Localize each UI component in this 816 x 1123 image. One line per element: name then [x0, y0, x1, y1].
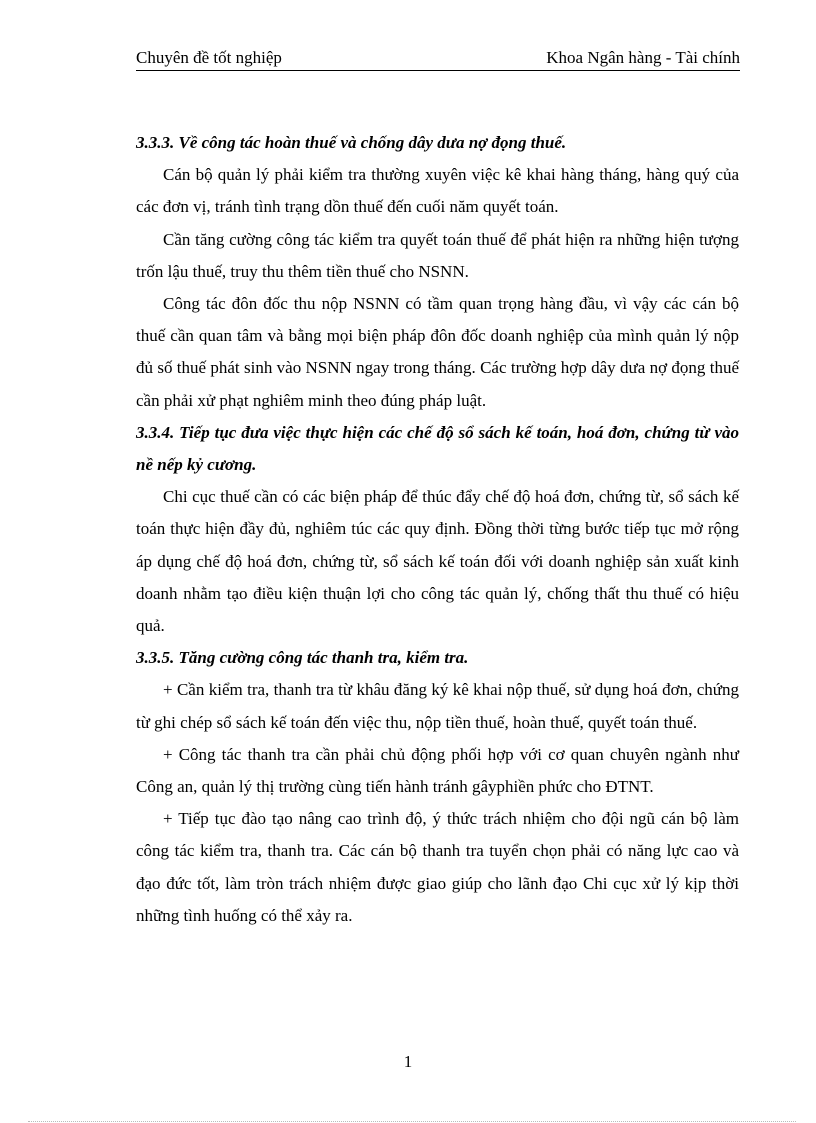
footer-divider: [28, 1121, 796, 1122]
document-body: [136, 127, 739, 932]
page-header: [136, 46, 740, 71]
section-heading-3-3-5: 3.3.5. Tăng cường công tác thanh tra, kiểm tra.: [136, 648, 469, 668]
paragraph: Chi cục thuế cần có các biện pháp để thúc đẩy chế độ hoá đơn, chứng từ, sổ sách kế toán thực hiện đầy đủ, nghiêm túc các quy định. Đồng thời từng bước tiếp tục mở rộng áp dụng chế độ hoá đơn, chứng từ, sổ sách kế toán đối với doanh nghiệp sản xuất kinh doanh nhằm tạo điều kiện thuận lợi cho công tác quản lý, chống thất thu thuế có hiệu quả.: [136, 487, 739, 636]
paragraph: Cán bộ quản lý phải kiểm tra thường xuyên việc kê khai hàng tháng, hàng quý của các đơn vị, tránh tình trạng dồn thuế đến cuối năm quyết toán.: [136, 165, 739, 217]
section-heading-3-3-4: 3.3.4. Tiếp tục đưa việc thực hiện các chế độ sổ sách kế toán, hoá đơn, chứng từ vào nề nếp kỷ cương.: [136, 422, 739, 475]
paragraph: Cần tăng cường công tác kiểm tra quyết toán thuế để phát hiện ra những hiện tượng trốn lậu thuế, truy thu thêm tiền thuế cho NSNN.: [136, 229, 739, 281]
paragraph: Công tác đôn đốc thu nộp NSNN có tầm quan trọng hàng đầu, vì vậy các cán bộ thuế cần quan tâm và bằng mọi biện pháp đôn đốc doanh nghiệp của mình quản lý nộp đủ số thuế phát sinh vào NSNN ngay trong tháng. Các trường hợp dây dưa nợ đọng thuế cần phải xử phạt nghiêm minh theo đúng pháp luật.: [136, 294, 739, 410]
section-heading-3-3-3: 3.3.3. Về công tác hoàn thuế và chống dây dưa nợ đọng thuế.: [136, 133, 567, 152]
header-document-title: Chuyên đề tốt nghiệp: [136, 48, 282, 67]
paragraph: + Tiếp tục đào tạo nâng cao trình độ, ý thức trách nhiệm cho đội ngũ cán bộ làm công tác kiểm tra, thanh tra. Các cán bộ thanh tra tuyển chọn phải có năng lực cao và đạo đức tốt, làm tròn trách nhiệm được giao giúp cho lãnh đạo Chi cục xử lý kịp thời những tình huống có thể xảy ra.: [136, 809, 739, 925]
header-department: Khoa Ngân hàng - Tài chính: [546, 48, 740, 67]
paragraph: + Cần kiểm tra, thanh tra từ khâu đăng ký kê khai nộp thuế, sử dụng hoá đơn, chứng từ ghi chép sổ sách kế toán đến việc thu, nộp tiền thuế, hoàn thuế, quyết toán thuế.: [136, 680, 739, 732]
paragraph: + Công tác thanh tra cần phải chủ động phối hợp với cơ quan chuyên ngành như Công an, quản lý thị trường cùng tiến hành tránh gâyphiền phức cho ĐTNT.: [136, 744, 739, 797]
page-number: 1: [403, 1052, 413, 1071]
